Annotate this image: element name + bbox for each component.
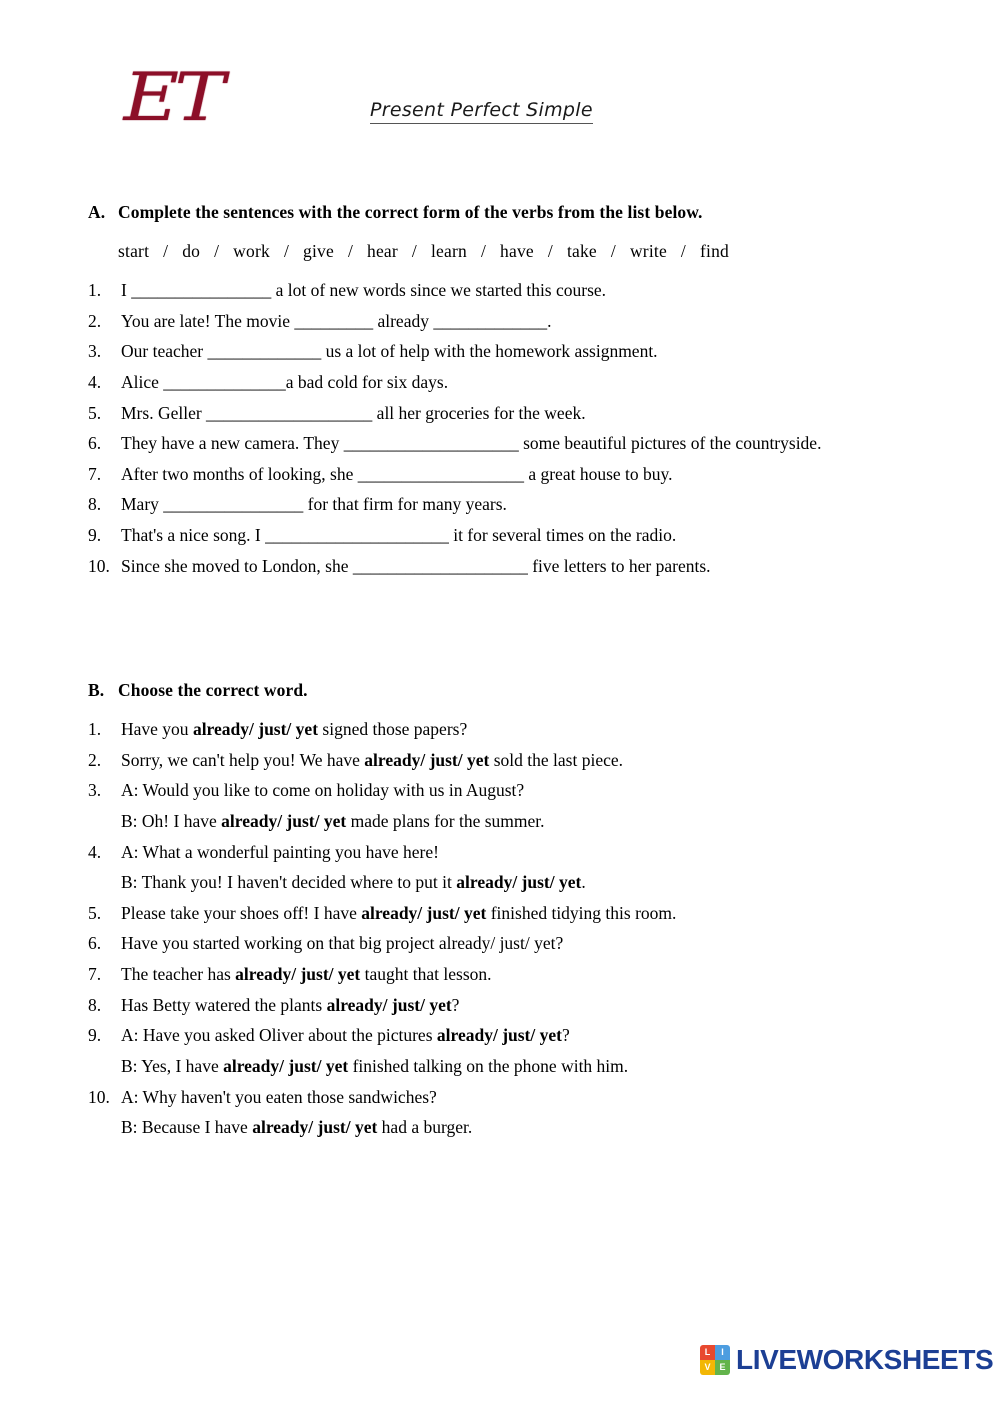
subline-indent	[88, 1056, 121, 1076]
question-text	[121, 780, 948, 800]
question-item	[88, 372, 948, 392]
question-item	[88, 494, 948, 514]
question-text-fragment: taught that lesson.	[360, 964, 492, 984]
logo-text: ET	[123, 59, 221, 136]
subline-text	[121, 1117, 472, 1137]
question-text-fragment: finished talking on the phone with him.	[348, 1055, 629, 1076]
question-text: You are late! The movie _________ already _____________.	[121, 310, 552, 331]
page-title: Present Perfect Simple	[370, 99, 593, 124]
section-b-heading	[88, 680, 948, 701]
question-number: 6.	[88, 933, 102, 954]
question-item	[88, 280, 948, 300]
question-text-fragment: finished tidying this room.	[486, 902, 677, 923]
question-text-fragment: Please take your shoes off! I have	[121, 902, 362, 923]
word-bank	[118, 241, 948, 262]
question-item	[88, 525, 948, 545]
section-a	[88, 202, 948, 586]
word-bank-separator: /	[680, 241, 686, 261]
question-text-fragment: B: Oh! I have	[121, 810, 222, 831]
subline-indent	[88, 872, 121, 892]
question-text-fragment: Have you	[121, 719, 193, 739]
section-b-instruction: Choose the correct word.	[118, 680, 308, 700]
subline-indent	[88, 1117, 121, 1137]
question-number: 10.	[88, 555, 110, 576]
question-number: 9.	[88, 525, 102, 545]
question-number: 2.	[88, 310, 102, 331]
question-text-fragment: .	[581, 872, 586, 893]
question-number: 7.	[88, 964, 102, 984]
question-number: 5.	[88, 902, 102, 923]
badge-letter-v: V	[700, 1360, 715, 1375]
question-item	[88, 464, 948, 484]
question-number: 8.	[88, 494, 102, 515]
question-item	[88, 995, 948, 1015]
question-text-fragment: ?	[561, 1025, 570, 1046]
question-item	[88, 750, 948, 770]
subline-text	[121, 811, 545, 831]
badge-letter-l: L	[700, 1345, 715, 1360]
question-number: 4.	[88, 371, 102, 392]
question-text: Our teacher _____________ us a lot of help with the homework assignment.	[121, 341, 658, 362]
question-text-fragment: B: Thank you! I haven't decided where to put it	[121, 872, 457, 893]
question-text	[121, 842, 948, 862]
question-text: Since she moved to London, she ____________________ five letters to her parents.	[121, 555, 711, 576]
question-text: After two months of looking, she ___________________ a great house to buy.	[121, 463, 673, 484]
question-subline	[88, 1056, 948, 1076]
question-number: 4.	[88, 841, 102, 862]
question-text-fragment: had a burger.	[377, 1117, 473, 1138]
word-bank-item: do	[182, 241, 201, 261]
word-bank-separator: /	[163, 241, 169, 261]
question-text-fragment: made plans for the summer.	[346, 810, 545, 831]
question-item	[88, 903, 948, 923]
question-text-fragment: Have you started working on that big project already/ just/ yet?	[121, 933, 564, 954]
question-text: That's a nice song. I _____________________ it for several times on the radio.	[121, 525, 677, 545]
question-text	[121, 903, 948, 923]
answer-options[interactable]: already/ just/ yet	[221, 810, 347, 831]
section-b-questions	[88, 719, 948, 1137]
question-text	[121, 964, 948, 984]
question-text: Mary ________________ for that firm for many years.	[121, 494, 507, 515]
question-text-fragment: B: Because I have	[121, 1117, 253, 1138]
question-number: 3.	[88, 780, 102, 801]
word-bank-item: work	[233, 241, 270, 261]
question-subline	[88, 811, 948, 831]
question-text-fragment: The teacher has	[121, 964, 236, 984]
question-number: 5.	[88, 402, 102, 423]
liveworksheets-brand: LIVEWORKSHEETS	[736, 1344, 994, 1375]
answer-options[interactable]: already/ just/ yet	[364, 749, 490, 770]
section-a-instruction: Complete the sentences with the correct form of the verbs from the list below.	[118, 202, 703, 222]
section-a-letter: A.	[88, 202, 106, 222]
question-text-fragment: Sorry, we can't help you! We have	[121, 749, 365, 770]
section-b-letter: B.	[88, 680, 105, 700]
question-text-fragment: Has Betty watered the plants	[121, 994, 327, 1015]
question-item	[88, 964, 948, 984]
question-text-fragment: B: Yes, I have	[121, 1055, 224, 1076]
liveworksheets-footer	[700, 1340, 994, 1380]
subline-indent	[88, 811, 121, 831]
subline-text	[121, 1056, 628, 1076]
question-number: 8.	[88, 994, 102, 1015]
badge-letter-i: I	[715, 1345, 730, 1360]
et-logo	[123, 55, 300, 140]
answer-options[interactable]: already/ just/ yet	[235, 964, 361, 984]
question-number: 1.	[88, 280, 102, 300]
question-text	[121, 719, 948, 739]
badge-letter-e: E	[715, 1360, 730, 1375]
question-text-fragment: ?	[451, 994, 460, 1015]
subline-text	[121, 872, 586, 892]
answer-options[interactable]: already/ just/ yet	[456, 872, 582, 893]
word-bank-item: take	[566, 241, 597, 261]
word-bank-item: hear	[367, 241, 398, 261]
word-bank-item: start	[118, 241, 150, 261]
word-bank-separator: /	[283, 241, 289, 261]
question-item	[88, 556, 948, 576]
answer-options[interactable]: already/ just/ yet	[223, 1055, 349, 1076]
word-bank-separator: /	[214, 241, 220, 261]
section-b	[88, 680, 948, 1148]
question-subline	[88, 872, 948, 892]
question-item	[88, 719, 948, 739]
answer-options[interactable]: already/ just/ yet	[252, 1117, 378, 1138]
word-bank-separator: /	[411, 241, 417, 261]
question-text	[121, 933, 948, 953]
question-item	[88, 403, 948, 423]
question-text	[121, 1087, 948, 1107]
section-a-heading	[88, 202, 948, 223]
question-text	[121, 1025, 948, 1045]
question-text	[121, 995, 948, 1015]
question-number: 3.	[88, 341, 102, 362]
question-text: Mrs. Geller ___________________ all her groceries for the week.	[121, 402, 586, 423]
question-text-fragment: signed those papers?	[318, 719, 468, 739]
question-number: 7.	[88, 463, 102, 484]
question-text-fragment: A: What a wonderful painting you have here!	[121, 841, 439, 862]
question-number: 2.	[88, 749, 102, 770]
worksheet-header	[120, 55, 880, 145]
word-bank-item: learn	[430, 241, 467, 261]
question-text-fragment: A: Would you like to come on holiday with us in August?	[121, 780, 525, 801]
word-bank-separator: /	[547, 241, 553, 261]
section-a-questions	[88, 280, 948, 576]
word-bank-item: write	[629, 241, 667, 261]
word-bank-item: find	[699, 241, 729, 261]
question-item	[88, 1025, 948, 1045]
question-number: 10.	[88, 1086, 110, 1107]
answer-options[interactable]: already/ just/ yet	[192, 719, 319, 739]
word-bank-item: give	[303, 241, 334, 261]
question-item	[88, 1087, 948, 1107]
answer-options[interactable]: already/ just/ yet	[326, 994, 452, 1015]
question-text-fragment: sold the last piece.	[489, 749, 624, 770]
question-item	[88, 780, 948, 800]
question-text-fragment: A: Have you asked Oliver about the pictures	[121, 1025, 437, 1046]
word-bank-separator: /	[610, 241, 616, 261]
answer-options[interactable]: already/ just/ yet	[436, 1025, 562, 1046]
question-number: 9.	[88, 1025, 102, 1046]
question-subline	[88, 1117, 948, 1137]
question-text: Alice ______________a bad cold for six days.	[121, 371, 449, 392]
question-item	[88, 433, 948, 453]
question-text-fragment: A: Why haven't you eaten those sandwiches?	[121, 1086, 437, 1107]
liveworksheets-logo-icon	[700, 1345, 730, 1375]
answer-options[interactable]: already/ just/ yet	[361, 902, 487, 923]
word-bank-separator: /	[480, 241, 487, 261]
question-item	[88, 341, 948, 361]
question-item	[88, 933, 948, 953]
question-item	[88, 311, 948, 331]
question-number: 6.	[88, 433, 102, 454]
question-text: I ________________ a lot of new words since we started this course.	[121, 280, 607, 300]
question-number: 1.	[88, 719, 102, 739]
word-bank-item: have	[500, 241, 534, 261]
question-item	[88, 842, 948, 862]
question-text	[121, 750, 948, 770]
question-text: They have a new camera. They ____________________ some beautiful pictures of the countryside.	[121, 433, 822, 454]
word-bank-separator: /	[347, 241, 353, 261]
